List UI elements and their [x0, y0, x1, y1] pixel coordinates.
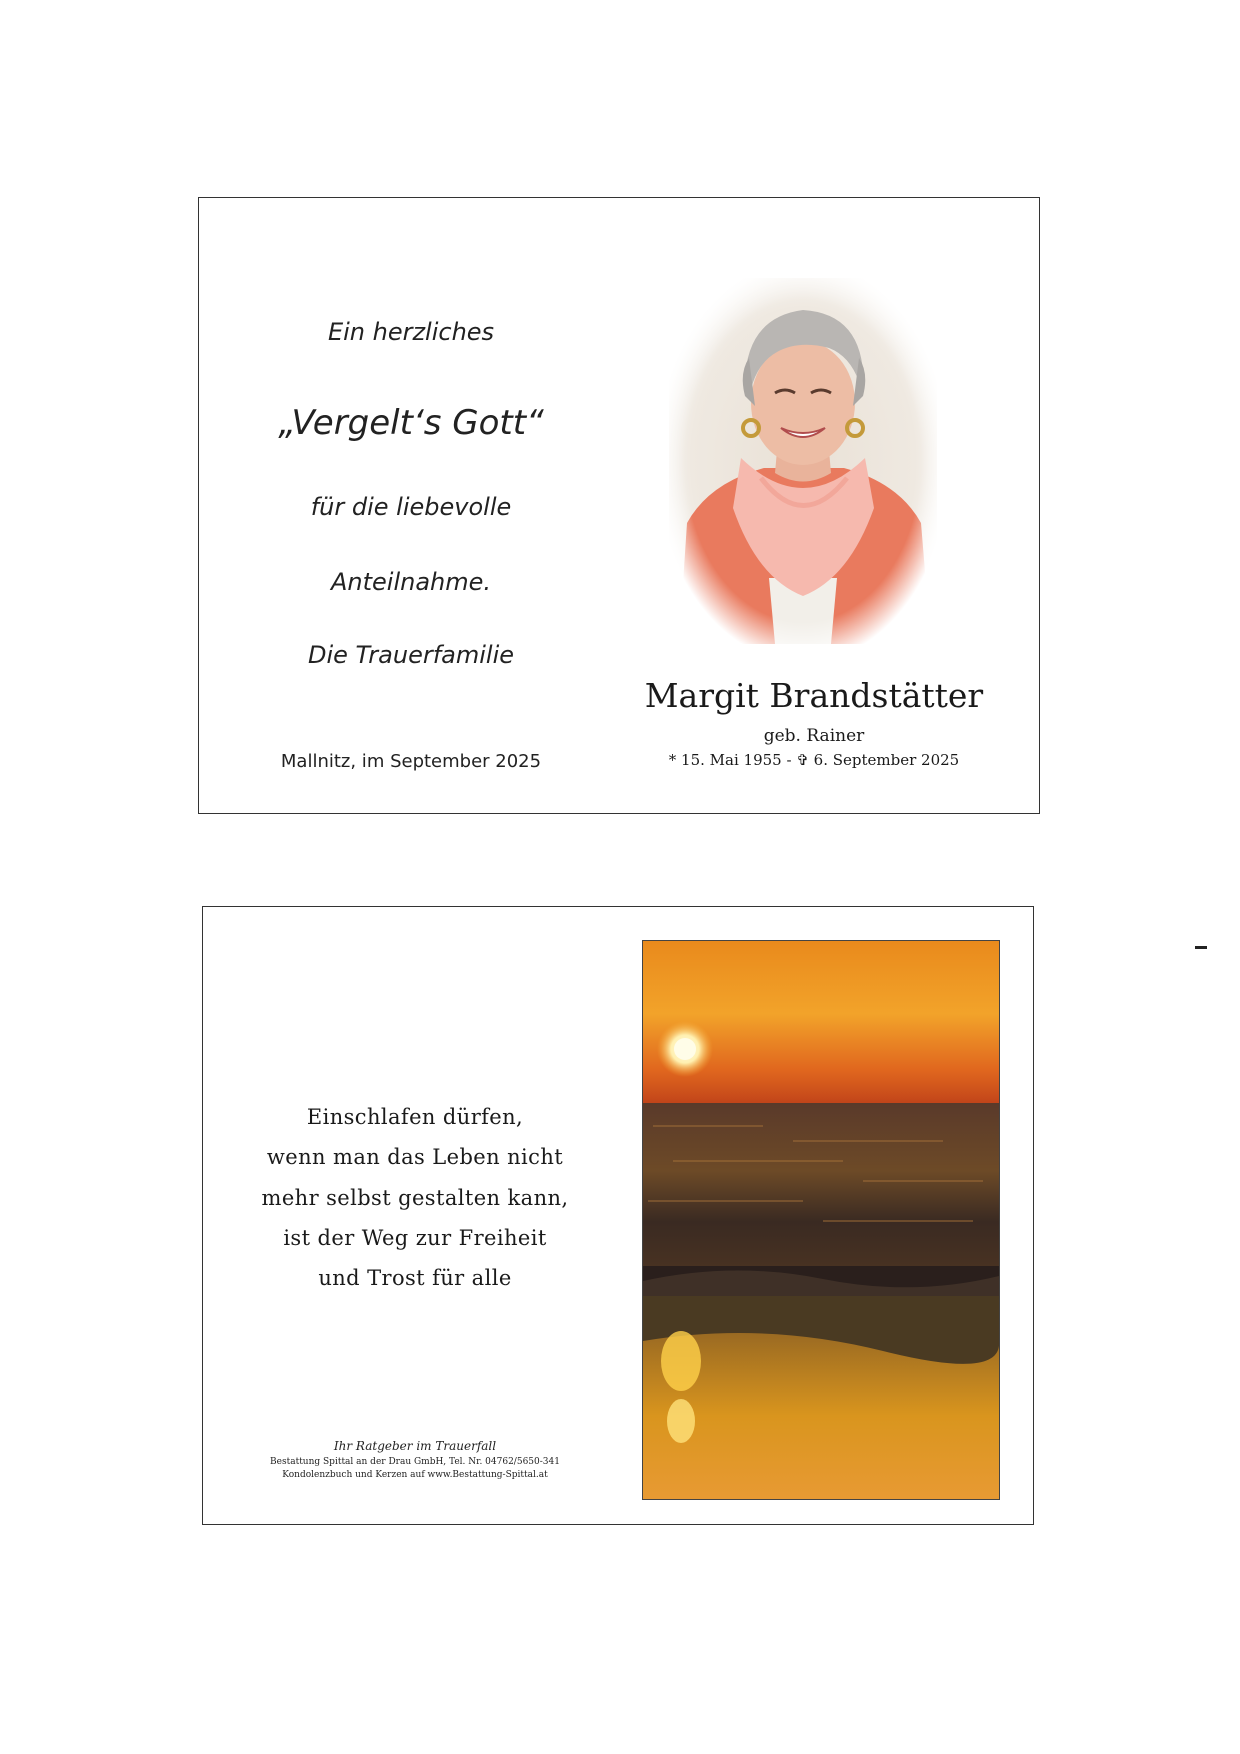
thanks-line-3: für die liebevolle	[310, 493, 512, 521]
poem-card	[202, 906, 1034, 1525]
maiden-name: geb. Rainer	[763, 726, 865, 746]
thanks-line-2: „Vergelt‘s Gott“	[278, 403, 544, 443]
scan-mark	[1195, 946, 1207, 949]
thank-you-card	[198, 197, 1040, 814]
portrait-photo	[669, 278, 937, 644]
thanks-line-4: Anteilnahme.	[330, 568, 492, 596]
poem-line: ist der Weg zur Freiheit	[283, 1226, 547, 1250]
poem-line: mehr selbst gestalten kann,	[261, 1186, 569, 1210]
poem-line: Einschlafen dürfen,	[306, 1105, 524, 1129]
funeral-home-tagline: Ihr Ratgeber im Trauerfall	[333, 1439, 497, 1453]
deceased-name: Margit Brandstätter	[644, 676, 984, 715]
sunset-sea-photo	[642, 940, 1000, 1500]
poem-line: wenn man das Leben nicht	[266, 1145, 564, 1169]
funeral-home-website: Kondolenzbuch und Kerzen auf www.Bestattung-Spittal.at	[282, 1470, 548, 1480]
thanks-line-1: Ein herzliches	[327, 318, 495, 346]
poem-line: und Trost für alle	[318, 1266, 512, 1290]
life-dates: * 15. Mai 1955 - ✞ 6. September 2025	[668, 751, 960, 769]
place-date: Mallnitz, im September 2025	[280, 751, 542, 772]
funeral-home-contact: Bestattung Spittal an der Drau GmbH, Tel. Nr. 04762/5650-341	[270, 1457, 560, 1467]
thanks-signature: Die Trauerfamilie	[307, 641, 515, 669]
